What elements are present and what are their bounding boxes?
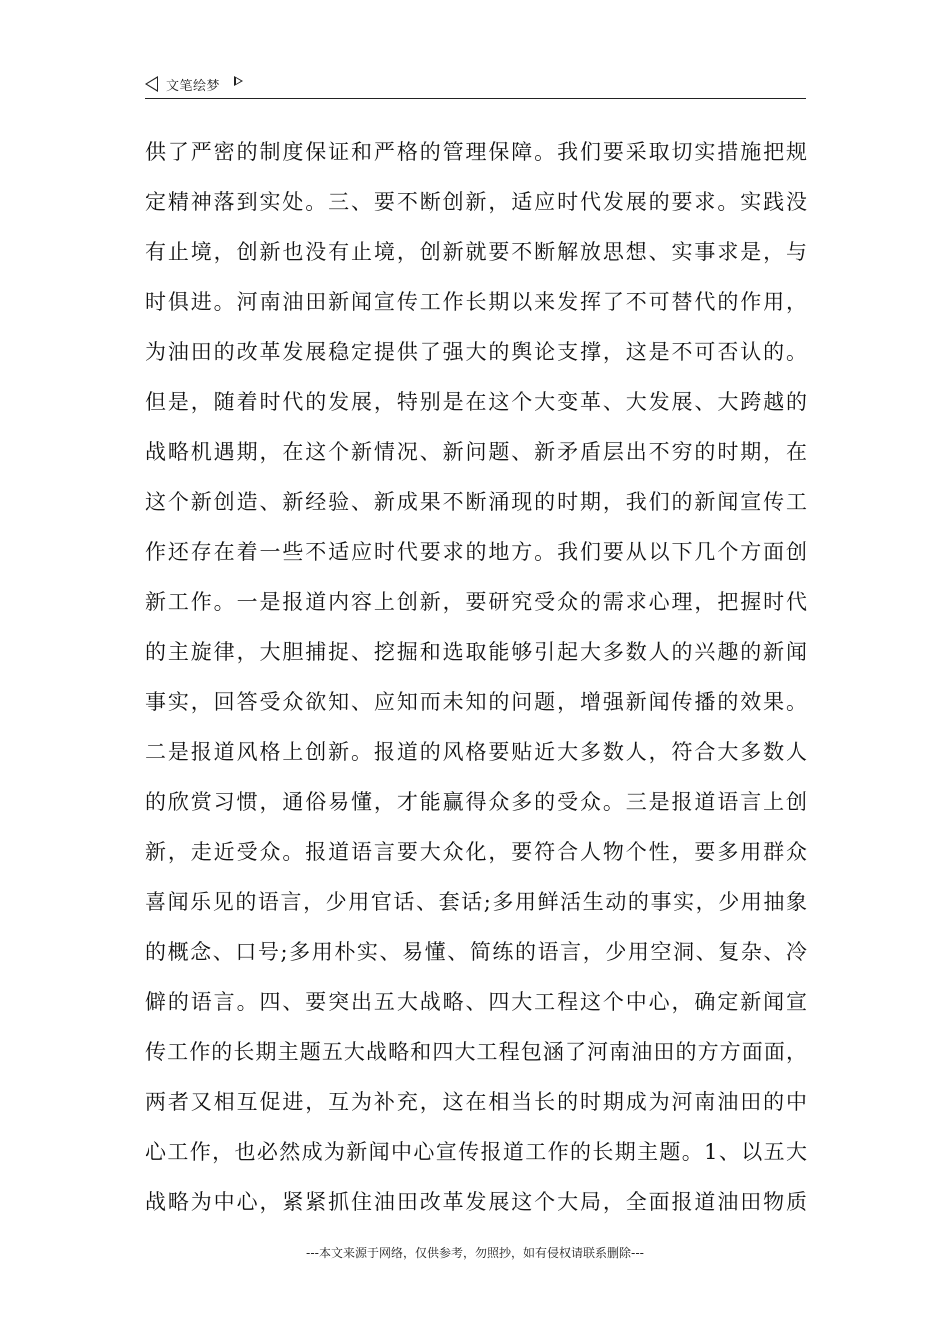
header-title: 文笔绘梦	[166, 79, 221, 94]
page-footer: ---本文来源于网络，仅供参考，勿照抄，如有侵权请联系删除---	[306, 1246, 644, 1260]
text-line: 有止境，创新也没有止境，创新就要不断解放思想、实事求是，与	[145, 240, 807, 264]
text-line: 作还存在着一些不适应时代要求的地方。我们要从以下几个方面创	[145, 540, 807, 564]
text-line: 两者又相互促进，互为补充，这在相当长的时期成为河南油田的中	[145, 1090, 807, 1114]
triangle-right-icon	[234, 76, 243, 86]
text-line: 僻的语言。四、要突出五大战略、四大工程这个中心，确定新闻宣	[145, 990, 807, 1014]
text-line: 事实，回答受众欲知、应知而未知的问题，增强新闻传播的效果。	[145, 690, 807, 714]
text-line: 战略为中心，紧紧抓住油田改革发展这个大局，全面报道油田物质	[145, 1190, 807, 1214]
text-line: 但是，随着时代的发展，特别是在这个大变革、大发展、大跨越的	[145, 390, 807, 414]
text-line: 传工作的长期主题五大战略和四大工程包涵了河南油田的方方面面，	[145, 1040, 807, 1064]
document-body	[145, 127, 807, 1227]
text-line: 的概念、口号;多用朴实、易懂、简练的语言，少用空洞、复杂、冷	[145, 940, 807, 964]
page-header	[145, 74, 806, 99]
text-line: 供了严密的制度保证和严格的管理保障。我们要采取切实措施把规	[145, 140, 807, 164]
text-line: 的主旋律，大胆捕捉、挖掘和选取能够引起大多数人的兴趣的新闻	[145, 640, 807, 664]
text-line: 这个新创造、新经验、新成果不断涌现的时期，我们的新闻宣传工	[145, 490, 807, 514]
text-line: 新工作。一是报道内容上创新，要研究受众的需求心理，把握时代	[145, 590, 807, 614]
text-line: 时俱进。河南油田新闻宣传工作长期以来发挥了不可替代的作用，	[145, 290, 807, 314]
text-line: 喜闻乐见的语言，少用官话、套话;多用鲜活生动的事实，少用抽象	[145, 890, 807, 914]
text-line: 为油田的改革发展稳定提供了强大的舆论支撑，这是不可否认的。	[145, 340, 807, 364]
text-line: 定精神落到实处。三、要不断创新，适应时代发展的要求。实践没	[145, 190, 807, 214]
text-line: 二是报道风格上创新。报道的风格要贴近大多数人，符合大多数人	[145, 740, 807, 764]
text-line: 心工作，也必然成为新闻中心宣传报道工作的长期主题。1、以五大	[145, 1140, 807, 1164]
triangle-left-icon	[145, 76, 158, 92]
text-line: 战略机遇期，在这个新情况、新问题、新矛盾层出不穷的时期，在	[145, 440, 807, 464]
text-line: 新，走近受众。报道语言要大众化，要符合人物个性，要多用群众	[145, 840, 807, 864]
text-line: 的欣赏习惯，通俗易懂，才能赢得众多的受众。三是报道语言上创	[145, 790, 807, 814]
